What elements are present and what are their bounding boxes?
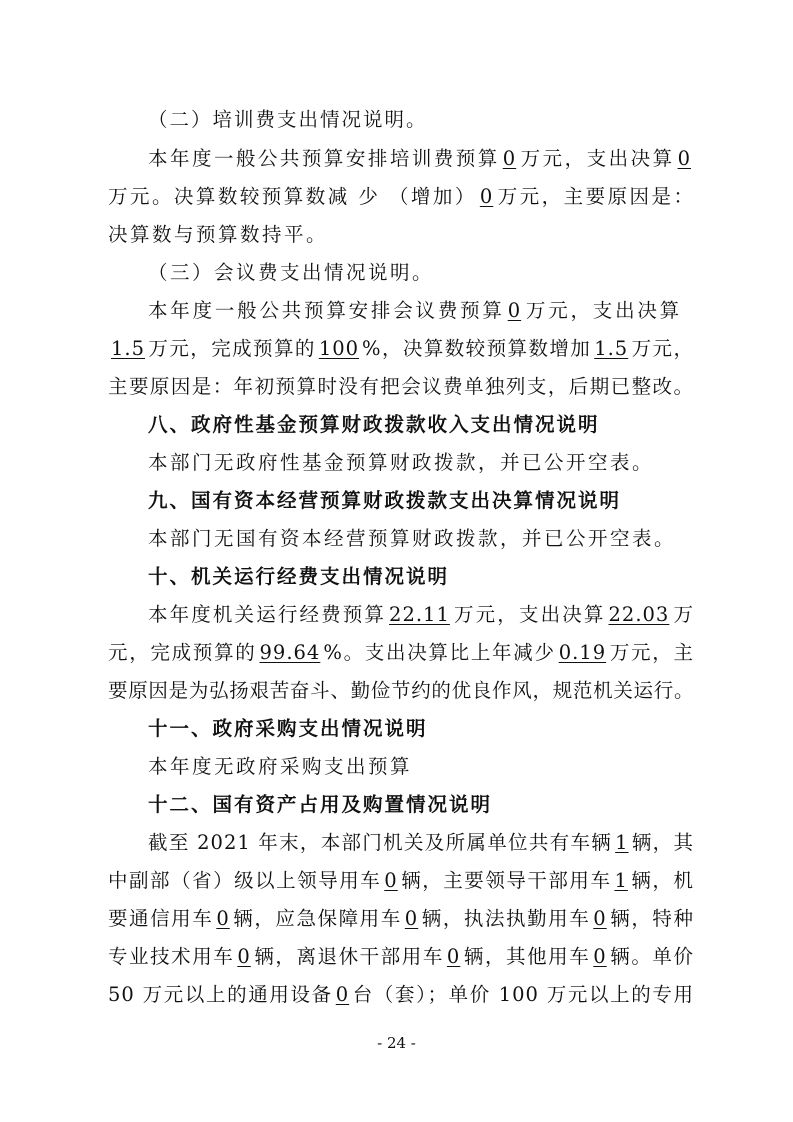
section-heading-9: 九、国有资本经营预算财政拨款支出决算情况说明 <box>148 489 622 512</box>
text: 万元，主要原因是： <box>496 185 694 208</box>
paragraph-line: 本部门无国有资本经营预算财政拨款，并已公开空表。 <box>148 527 677 550</box>
text: %，决算数较预算数增加 <box>362 337 592 360</box>
text: 50 万元以上的通用设备 <box>108 983 333 1006</box>
paragraph-line <box>108 183 694 211</box>
text: 辆，其 <box>631 831 694 854</box>
value: 1.5 <box>111 337 146 360</box>
paragraph-line <box>108 867 694 895</box>
paragraph-line <box>148 601 694 629</box>
text: 辆，其他用车 <box>463 945 591 968</box>
value: 0 <box>384 869 398 892</box>
value: 0 <box>335 983 350 1006</box>
text: 辆，机 <box>630 869 694 892</box>
paragraph-line: 本部门无政府性基金预算财政拨款，并已公开空表。 <box>148 451 655 474</box>
page-number: - 24 - <box>377 1034 416 1052</box>
value: 0 <box>446 945 461 968</box>
text: 辆，主要领导干部用车 <box>400 869 612 892</box>
text: 本年度机关运行经费预算 <box>148 603 387 626</box>
section-heading-11: 十一、政府采购支出情况说明 <box>148 717 428 740</box>
section-heading-8: 八、政府性基金预算财政拨款收入支出情况说明 <box>148 413 600 436</box>
value: 0 <box>593 907 607 930</box>
text: 辆，执法执勤用车 <box>421 907 591 930</box>
paragraph-line <box>108 905 694 933</box>
text: 万元，支出决算 <box>524 299 682 322</box>
text: 辆，特种 <box>609 907 694 930</box>
value: 0 <box>507 299 522 322</box>
value: 0.19 <box>558 641 607 664</box>
text: 万元， <box>631 337 694 360</box>
value: 22.03 <box>608 603 670 626</box>
value: 1 <box>615 831 629 854</box>
text: 本年度一般公共预算安排会议费预算 <box>148 299 505 322</box>
text: 万元。决算数较预算数减 少 （增加） <box>108 185 477 208</box>
text: 要通信用车 <box>108 907 214 930</box>
paragraph-line <box>148 829 694 857</box>
paragraph-line <box>148 297 694 325</box>
text: 万元，支出决算 <box>452 603 606 626</box>
text: 专业技术用车 <box>108 945 235 968</box>
paragraph-line <box>108 981 694 1009</box>
text: 本年度一般公共预算安排培训费预算 <box>148 147 500 170</box>
text: 中副部（省）级以上领导用车 <box>108 869 382 892</box>
paragraph-line <box>148 145 694 173</box>
text: 万元，支出决算 <box>519 147 675 170</box>
text: 辆。单价 <box>609 945 694 968</box>
paragraph-line: 本年度无政府采购支出预算 <box>148 755 413 778</box>
section-heading-meeting: （三）会议费支出情况说明。 <box>148 261 435 284</box>
value: 0 <box>216 907 230 930</box>
paragraph-line <box>108 639 694 667</box>
text: 元，完成预算的 <box>108 641 257 664</box>
text: 万元，完成预算的 <box>148 337 316 360</box>
value: 0 <box>502 147 517 170</box>
section-heading-10: 十、机关运行经费支出情况说明 <box>148 565 450 588</box>
text: %。支出决算比上年减少 <box>323 641 556 664</box>
paragraph-line: 主要原因是：年初预算时没有把会议费单独列支，后期已整改。 <box>108 375 694 398</box>
paragraph-line: 决算数与预算数持平。 <box>108 223 329 246</box>
value: 0 <box>404 907 419 930</box>
value: 0 <box>593 945 607 968</box>
section-heading-12: 十二、国有资产占用及购置情况说明 <box>148 793 493 816</box>
value: 0 <box>677 147 691 170</box>
text: 万元，主 <box>609 641 694 664</box>
text: 截至 2021 年末，本部门机关及所属单位共有车辆 <box>148 831 613 854</box>
value: 99.64 <box>259 641 321 664</box>
value: 100 <box>318 337 360 360</box>
text: 辆，应急保障用车 <box>232 907 402 930</box>
text: 台（套）；单价 100 万元以上的专用 <box>352 983 695 1006</box>
paragraph-line: 要原因是为弘扬艰苦奋斗、勤俭节约的优良作风，规范机关运行。 <box>108 679 694 702</box>
paragraph-line <box>108 335 694 363</box>
text: 辆，离退休干部用车 <box>253 945 444 968</box>
value: 22.11 <box>389 603 450 626</box>
value: 1.5 <box>594 337 629 360</box>
section-heading-training: （二）培训费支出情况说明。 <box>148 108 428 131</box>
value: 0 <box>479 185 494 208</box>
paragraph-line <box>108 943 694 971</box>
value: 1 <box>614 869 628 892</box>
value: 0 <box>237 945 251 968</box>
text: 万 <box>672 603 694 626</box>
